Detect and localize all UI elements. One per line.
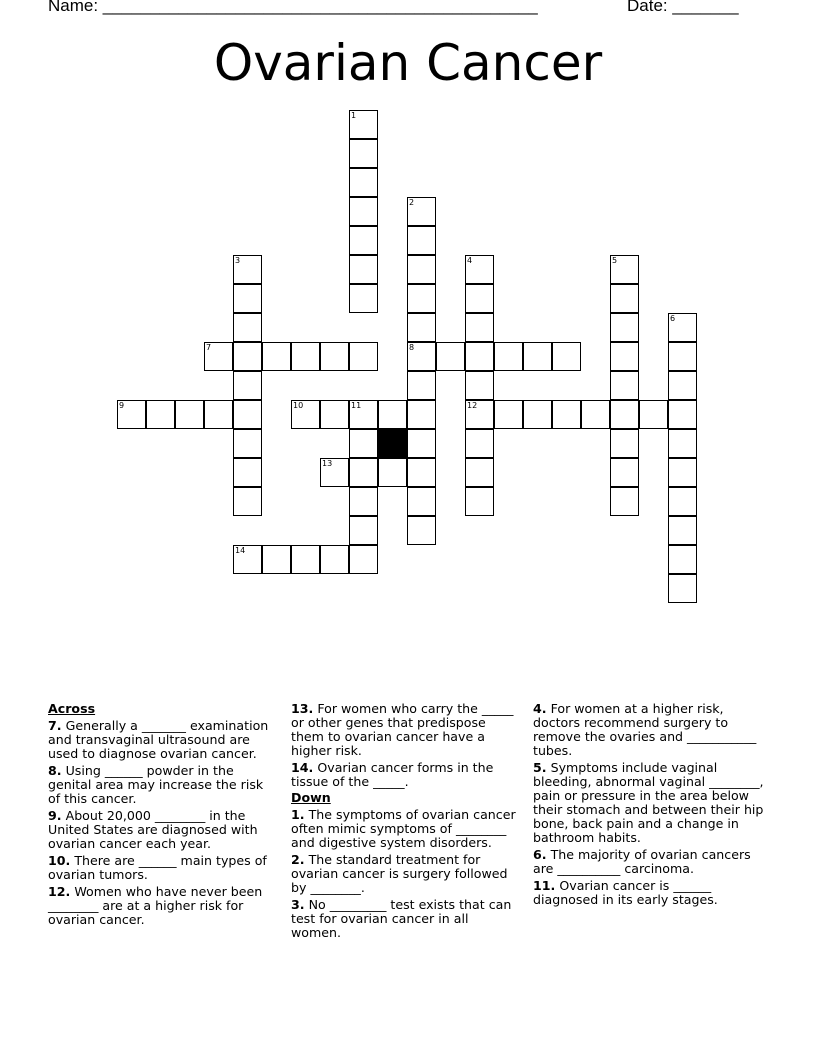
crossword-cell[interactable] <box>349 516 378 545</box>
down-heading: Down <box>291 790 331 805</box>
crossword-cell[interactable] <box>668 313 697 342</box>
clue-text: Using ______ powder in the genital area may increase the risk of this cancer. <box>48 763 264 806</box>
crossword-cell[interactable] <box>668 516 697 545</box>
crossword-cell[interactable] <box>610 458 639 487</box>
crossword-cell[interactable] <box>668 371 697 400</box>
crossword-cell[interactable] <box>465 284 494 313</box>
crossword-cell[interactable] <box>465 487 494 516</box>
clue-across-14 <box>291 761 517 789</box>
cell-number: 8 <box>409 343 415 352</box>
crossword-cell[interactable] <box>349 110 378 139</box>
cell-number: 12 <box>467 401 478 410</box>
cell-number: 14 <box>235 546 246 555</box>
clue-text: The standard treatment for ovarian cancer is surgery followed by ________. <box>291 852 508 895</box>
crossword-cell[interactable] <box>610 400 639 429</box>
crossword-cell[interactable] <box>465 458 494 487</box>
cell-number: 11 <box>351 401 362 410</box>
date-field-label: Date: _______ <box>627 0 739 15</box>
clue-across-9 <box>48 809 270 851</box>
clues-column-1 <box>48 700 270 927</box>
crossword-cell[interactable] <box>407 487 436 516</box>
clue-number: 4. <box>533 701 547 716</box>
crossword-cell[interactable] <box>233 255 262 284</box>
clue-down-5 <box>533 761 765 845</box>
crossword-cell[interactable] <box>349 284 378 313</box>
crossword-cell[interactable] <box>204 400 233 429</box>
crossword-cell[interactable] <box>233 342 262 371</box>
crossword-cell[interactable] <box>610 284 639 313</box>
clue-down-3 <box>291 898 517 940</box>
crossword-cell[interactable] <box>349 487 378 516</box>
crossword-cell[interactable] <box>668 487 697 516</box>
cell-number: 4 <box>467 256 473 265</box>
clue-down-6 <box>533 848 765 876</box>
clue-text: There are ______ main types of ovarian tumors. <box>48 853 267 882</box>
crossword-cell[interactable] <box>233 429 262 458</box>
clue-text: Generally a _______ examination and transvaginal ultrasound are used to diagnose ovarian cancer. <box>48 718 269 761</box>
crossword-cell[interactable] <box>291 400 320 429</box>
crossword-cell[interactable] <box>291 342 320 371</box>
crossword-cell[interactable] <box>668 400 697 429</box>
clue-across-8 <box>48 764 270 806</box>
clue-number: 12. <box>48 884 71 899</box>
clue-across-7 <box>48 719 270 761</box>
cell-number: 2 <box>409 198 415 207</box>
clue-down-1 <box>291 808 517 850</box>
crossword-cell[interactable] <box>349 545 378 574</box>
crossword-cell[interactable] <box>668 458 697 487</box>
crossword-cell[interactable] <box>581 400 610 429</box>
cell-number: 10 <box>293 401 304 410</box>
crossword-cell[interactable] <box>639 400 668 429</box>
crossword-cell[interactable] <box>378 400 407 429</box>
crossword-cell[interactable] <box>407 255 436 284</box>
crossword-cell[interactable] <box>349 139 378 168</box>
clue-number: 11. <box>533 878 556 893</box>
crossword-cell[interactable] <box>465 429 494 458</box>
crossword-cell[interactable] <box>262 342 291 371</box>
crossword-cell[interactable] <box>349 255 378 284</box>
crossword-cell[interactable] <box>523 342 552 371</box>
clue-number: 5. <box>533 760 547 775</box>
crossword-cell[interactable] <box>407 371 436 400</box>
crossword-cell[interactable] <box>233 545 262 574</box>
cell-number: 13 <box>322 459 333 468</box>
clue-down-2 <box>291 853 517 895</box>
clue-down-11 <box>533 879 765 907</box>
crossword-cell[interactable] <box>407 197 436 226</box>
cell-number: 6 <box>670 314 676 323</box>
crossword-cell[interactable] <box>610 487 639 516</box>
crossword-cell[interactable] <box>610 429 639 458</box>
crossword-cell[interactable] <box>262 545 291 574</box>
crossword-cell[interactable] <box>349 226 378 255</box>
clue-text: Women who have never been ________ are at a higher risk for ovarian cancer. <box>48 884 263 927</box>
crossword-cell[interactable] <box>349 197 378 226</box>
crossword-cell[interactable] <box>668 545 697 574</box>
clue-number: 3. <box>291 897 305 912</box>
crossword-cell[interactable] <box>407 284 436 313</box>
crossword-cell[interactable] <box>175 400 204 429</box>
crossword-cell[interactable] <box>668 342 697 371</box>
crossword-cell[interactable] <box>668 574 697 603</box>
crossword-cell[interactable] <box>610 313 639 342</box>
crossword-cell[interactable] <box>291 545 320 574</box>
crossword-cell[interactable] <box>349 458 378 487</box>
crossword-cell[interactable] <box>407 342 436 371</box>
crossword-cell[interactable] <box>407 400 436 429</box>
crossword-cell[interactable] <box>233 400 262 429</box>
clue-number: 2. <box>291 852 305 867</box>
crossword-cell[interactable] <box>407 458 436 487</box>
crossword-cell[interactable] <box>349 400 378 429</box>
crossword-cell[interactable] <box>465 313 494 342</box>
crossword-cell[interactable] <box>349 342 378 371</box>
clue-number: 9. <box>48 808 62 823</box>
crossword-cell[interactable] <box>668 429 697 458</box>
clue-text: For women at a higher risk, doctors recommend surgery to remove the ovaries and ___________ tubes. <box>533 701 757 758</box>
clue-text: About 20,000 ________ in the United States are diagnosed with ovarian cancer each year. <box>48 808 258 851</box>
clues-column-2 <box>291 700 517 940</box>
crossword-cell[interactable] <box>552 400 581 429</box>
clue-number: 7. <box>48 718 62 733</box>
clue-number: 14. <box>291 760 314 775</box>
crossword-cell[interactable] <box>465 342 494 371</box>
crossword-cell[interactable] <box>436 342 465 371</box>
crossword-cell[interactable] <box>378 458 407 487</box>
crossword-cell[interactable] <box>407 226 436 255</box>
clue-number: 8. <box>48 763 62 778</box>
clue-text: Ovarian cancer forms in the tissue of the _____. <box>291 760 494 789</box>
clue-number: 10. <box>48 853 71 868</box>
crossword-cell[interactable] <box>407 313 436 342</box>
crossword-black-cell <box>378 429 407 458</box>
clue-across-12 <box>48 885 270 927</box>
clue-number: 1. <box>291 807 305 822</box>
name-field-label: Name: ______________________________________________ <box>48 0 538 15</box>
crossword-cell[interactable] <box>610 255 639 284</box>
crossword-cell[interactable] <box>407 429 436 458</box>
clue-number: 6. <box>533 847 547 862</box>
cell-number: 1 <box>351 111 357 120</box>
clue-text: No _________ test exists that can test for ovarian cancer in all women. <box>291 897 512 940</box>
clue-text: The majority of ovarian cancers are __________ carcinoma. <box>533 847 751 876</box>
crossword-cell[interactable] <box>349 429 378 458</box>
crossword-cell[interactable] <box>233 487 262 516</box>
clue-text: Ovarian cancer is ______ diagnosed in its early stages. <box>533 878 718 907</box>
cell-number: 9 <box>119 401 125 410</box>
clue-across-13 <box>291 702 517 758</box>
crossword-cell[interactable] <box>233 313 262 342</box>
crossword-cell[interactable] <box>320 545 349 574</box>
crossword-cell[interactable] <box>610 342 639 371</box>
cell-number: 3 <box>235 256 241 265</box>
crossword-cell[interactable] <box>320 400 349 429</box>
crossword-cell[interactable] <box>233 458 262 487</box>
crossword-cell[interactable] <box>494 342 523 371</box>
crossword-cell[interactable] <box>610 371 639 400</box>
crossword-cell[interactable] <box>349 168 378 197</box>
crossword-cell[interactable] <box>465 255 494 284</box>
clue-text: The symptoms of ovarian cancer often mimic symptoms of ________ and digestive system disorders. <box>291 807 516 850</box>
crossword-cell[interactable] <box>465 371 494 400</box>
clue-number: 13. <box>291 701 314 716</box>
cell-number: 7 <box>206 343 212 352</box>
clue-across-10 <box>48 854 270 882</box>
clues-column-3 <box>533 700 765 907</box>
crossword-cell[interactable] <box>523 400 552 429</box>
clue-down-4 <box>533 702 765 758</box>
clue-text: For women who carry the _____ or other genes that predispose them to ovarian cancer have a higher risk. <box>291 701 514 758</box>
crossword-cell[interactable] <box>552 342 581 371</box>
crossword-cell[interactable] <box>146 400 175 429</box>
crossword-cell[interactable] <box>494 400 523 429</box>
crossword-cell[interactable] <box>117 400 146 429</box>
across-heading: Across <box>48 701 96 716</box>
crossword-cell[interactable] <box>407 516 436 545</box>
cell-number: 5 <box>612 256 618 265</box>
crossword-cell[interactable] <box>320 342 349 371</box>
crossword-cell[interactable] <box>465 400 494 429</box>
page-title: Ovarian Cancer <box>213 34 603 92</box>
clue-text: Symptoms include vaginal bleeding, abnormal vaginal ________, pain or pressure in the area below their stomach and between their hip bone, back pain and a change in bathroom habits. <box>533 760 764 845</box>
crossword-cell[interactable] <box>204 342 233 371</box>
crossword-cell[interactable] <box>233 371 262 400</box>
crossword-cell[interactable] <box>233 284 262 313</box>
crossword-cell[interactable] <box>320 458 349 487</box>
